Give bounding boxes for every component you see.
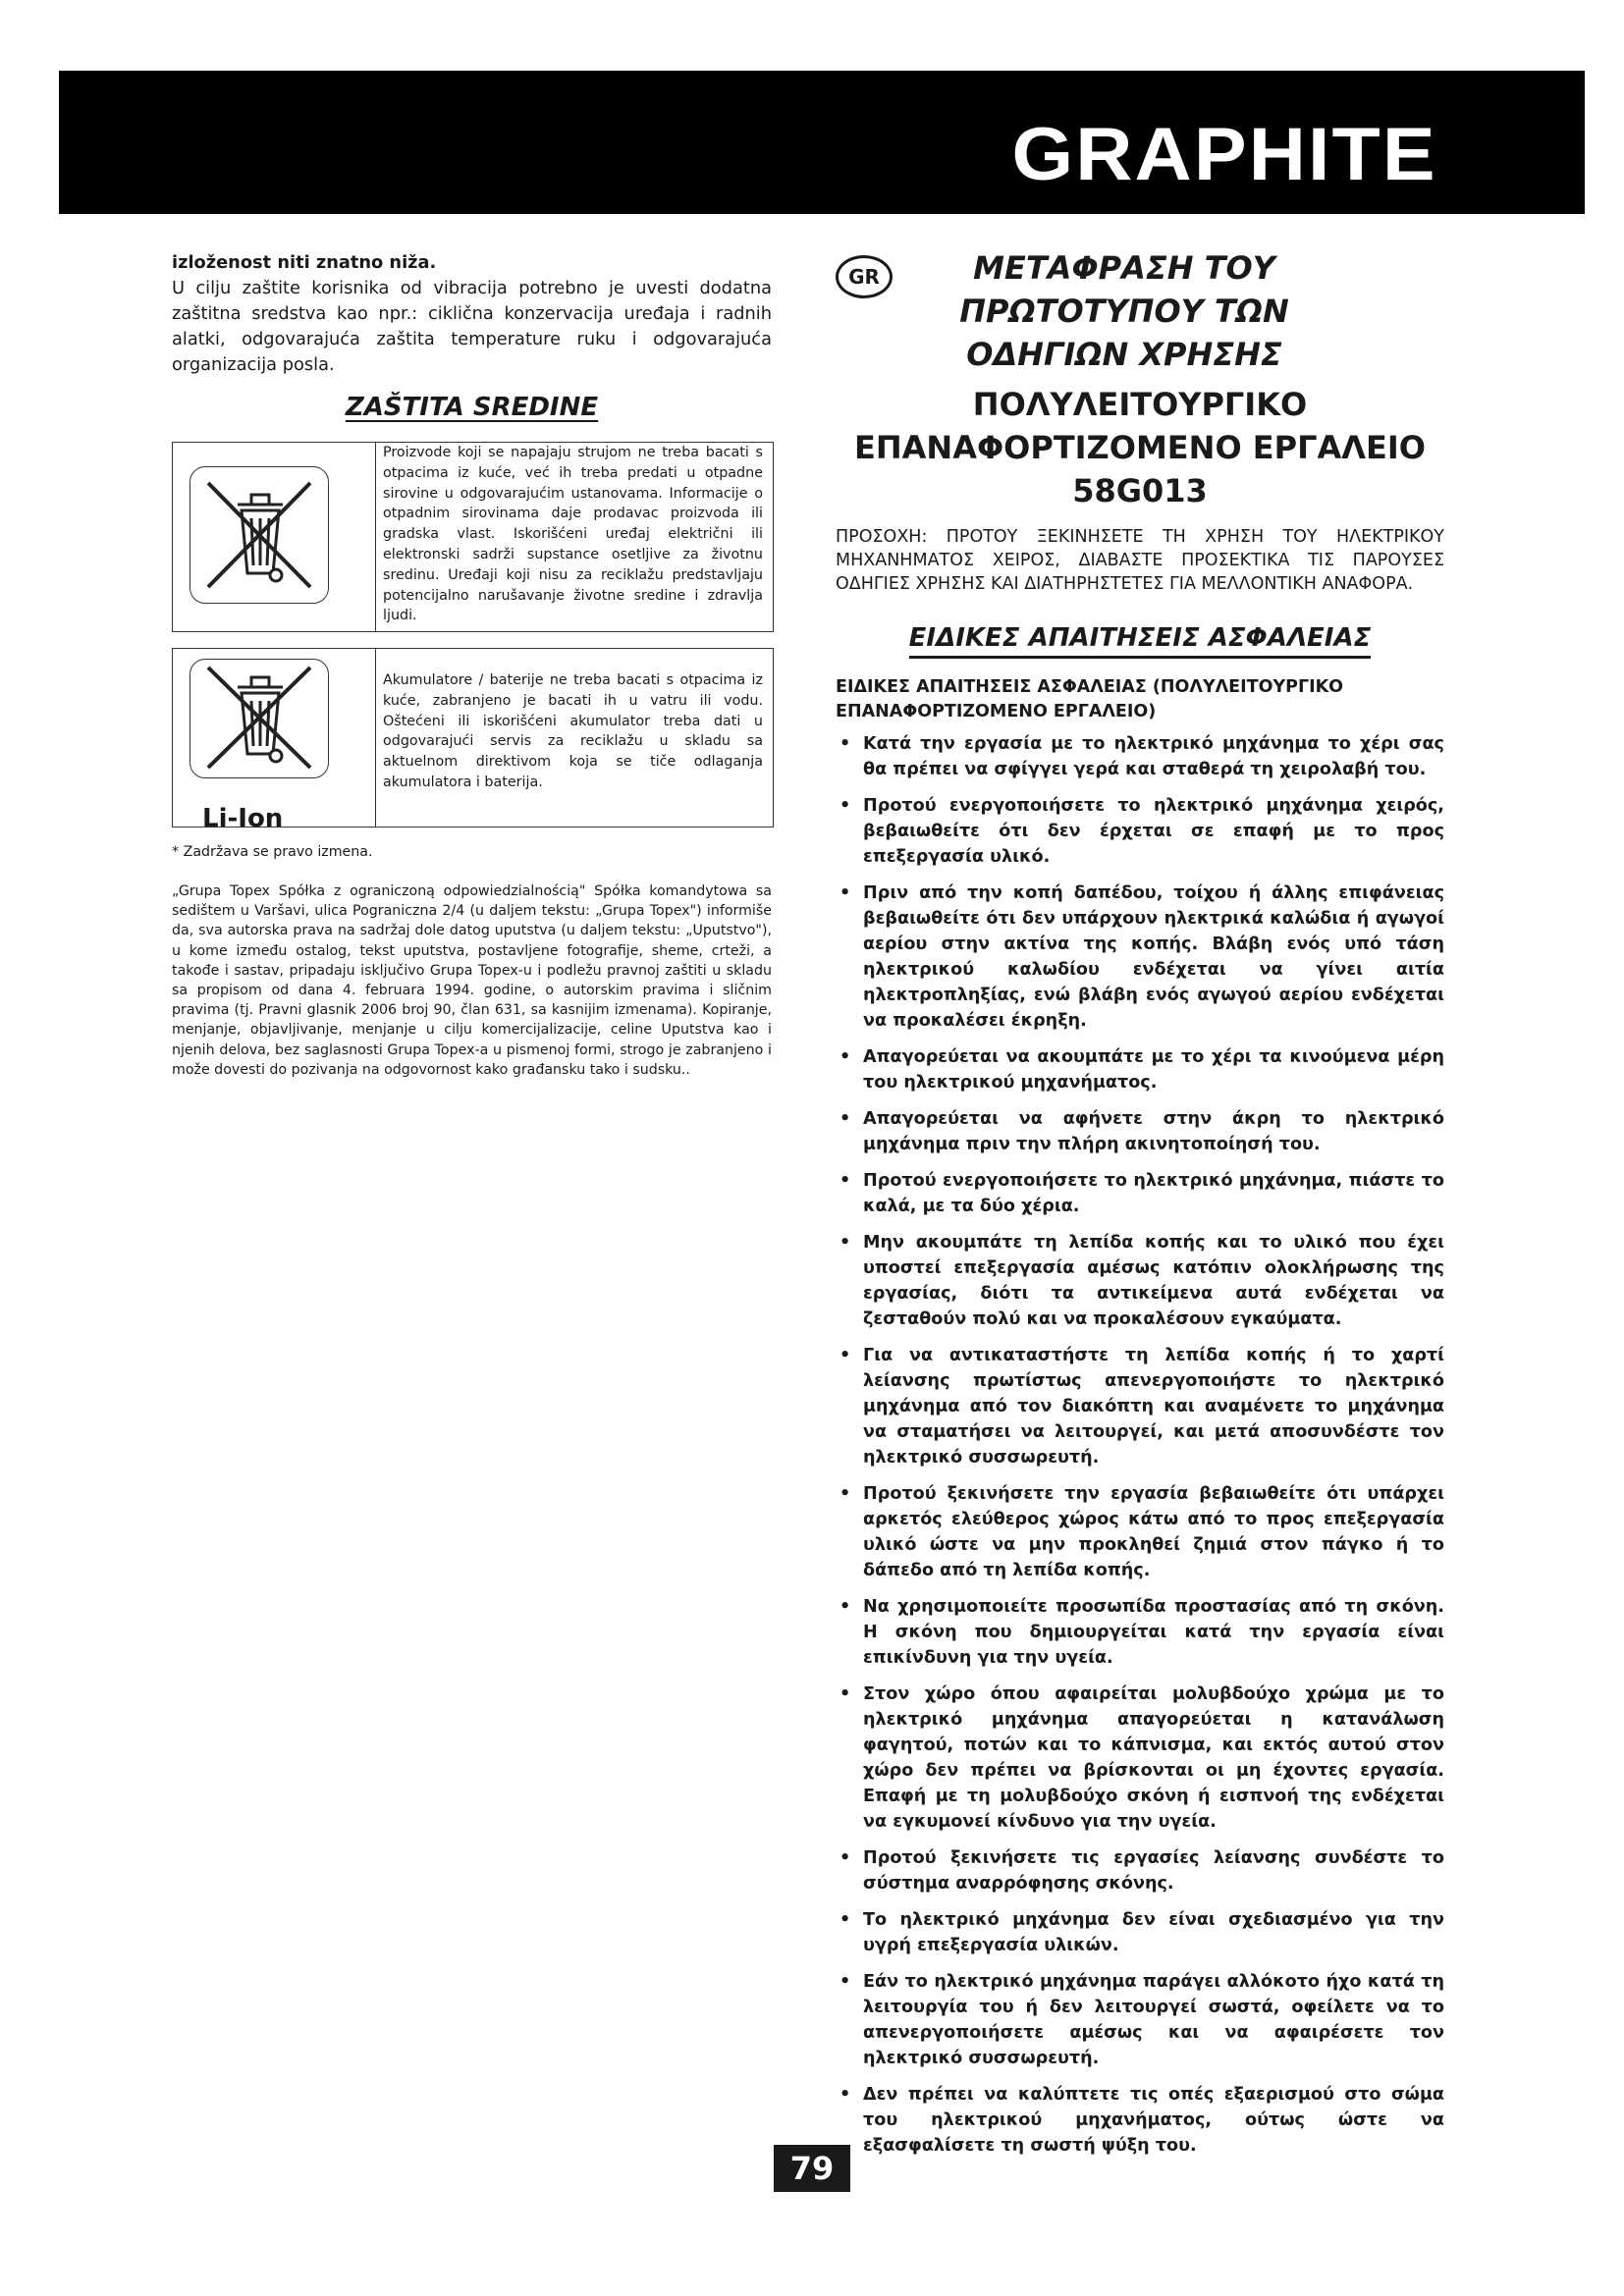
- list-item: • Απαγορεύεται να ακουμπάτε με το χέρι τα κινούμενα μέρη του ηλεκτρικού μηχανήματος.: [836, 1044, 1444, 1095]
- left-column: [172, 250, 772, 378]
- list-item: • Το ηλεκτρικό μηχάνημα δεν είναι σχεδιασμένο για την υγρή επεξεργασία υλικών.: [836, 1907, 1444, 1958]
- list-item: • Να χρησιμοποιείτε προσωπίδα προστασίας από τη σκόνη. Η σκόνη που δημιουργείται κατά την εργασία είναι επικίνδυνη για την υγεία.: [836, 1594, 1444, 1671]
- page-number: 79: [774, 2145, 850, 2192]
- list-item: • Εάν το ηλεκτρικό μηχάνημα παράγει αλλόκοτο ήχο κατά τη λειτουργία του ή δεν λειτουργεί σωστά, οφείλετε να το απενεργοποιήσετε αμέσως και να αφαιρέσετε τον ηλεκτρικό συσσωρευτή.: [836, 1969, 1444, 2071]
- li-ion-label: Li-Ion: [202, 804, 284, 833]
- safety-section-title-text: ΕΙΔΙΚΕΣ ΑΠΑΙΤΗΣΕΙΣ ΑΣΦΑΛΕΙΑΣ: [909, 623, 1372, 659]
- disposal-text-battery: Akumulatore / baterije ne treba bacati s otpacima iz kuće, zabranjeno je bacati ih u vatru ili vodu. Oštećeni ili iskorišćeni akumulator treba dati u odgovarajući servis za reciklažu u skladu sa aktuelnom direktivom koja se tiče odlaganja akumulatora i baterija.: [383, 672, 763, 790]
- safety-subheading: ΕΙΔΙΚΕΣ ΑΠΑΙΤΗΣΕΙΣ ΑΣΦΑΛΕΙΑΣ (ΠΟΛΥΛΕΙΤΟΥΡΓΙΚΟ ΕΠΑΝΑΦΟΡΤΙΖΟΜΕΝΟ ΕΡΓΑΛΕΙΟ): [836, 677, 1344, 721]
- header-bar: [59, 71, 1585, 214]
- intro-text: U cilju zaštite korisnika od vibracija potrebno je uvesti dodatna zaštitna sredstva kao npr.: ciklična konzervacija uređaja i radnih alatki, odgovarajuća zaštita temperature ruku i odgovarajuća organizacija posla.: [172, 278, 772, 375]
- list-item: • Απαγορεύεται να αφήνετε στην άκρη το ηλεκτρικό μηχάνημα πριν την πλήρη ακινητοποίησή του.: [836, 1106, 1444, 1157]
- product-line-2: ΕΠΑΝΑΦΟΡΤΙΖΟΜΕΝΟ ΕΡΓΑΛΕΙΟ: [854, 429, 1426, 466]
- box-divider: [375, 443, 376, 631]
- crossed-bin-icon: [189, 466, 329, 604]
- list-item: • Προτού ενεργοποιήσετε το ηλεκτρικό μηχάνημα, πιάστε το καλά, με τα δύο χέρια.: [836, 1168, 1444, 1219]
- intro-bold: izloženost niti znatno niža.: [172, 252, 437, 273]
- crossed-bin-battery-icon: [189, 659, 329, 778]
- list-item: • Κατά την εργασία με το ηλεκτρικό μηχάνημα το χέρι σας θα πρέπει να σφίγγει γερά και σταθερά τη χειρολαβή του.: [836, 731, 1444, 782]
- list-item: • Δεν πρέπει να καλύπτετε τις οπές εξαερισμού στο σώμα του ηλεκτρικού μηχανήματος, ούτως ώστε να εξασφαλίσετε τη σωστή ψύξη του.: [836, 2082, 1444, 2159]
- footnote: * Zadržava se pravo izmena.: [172, 844, 373, 860]
- list-item: • Μην ακουμπάτε τη λεπίδα κοπής και το υλικό που έχει υποστεί επεξεργασία αμέσως κατόπιν ολοκλήρωσης της εργασίας, διότι τα αντικείμενα αυτά ενδέχεται να ζεσταθούν πολύ και να προκαλέσουν εγκαύματα.: [836, 1230, 1444, 1332]
- warning-text: ΠΡΟΣΟΧΗ: ΠΡΟΤΟΥ ΞΕΚΙΝΗΣΕΤΕ ΤΗ ΧΡΗΣΗ ΤΟΥ ΗΛΕΚΤΡΙΚΟΥ ΜΗΧΑΝΗΜΑΤΟΣ ΧΕΙΡΟΣ, ΔΙΑΒΑΣΤΕ ΠΡΟΣΕΚΤΙΚΑ ΤΙΣ ΠΑΡΟΥΣΕΣ ΟΔΗΓΙΕΣ ΧΡΗΣΗΣ ΚΑΙ ΔΙΑΤΗΡΗΣΤΕΤΕΣ ΓΙΑ ΜΕΛΛΟΝΤΙΚΗ ΑΝΑΦΟΡΑ.: [836, 527, 1444, 594]
- list-item: • Προτού ξεκινήσετε την εργασία βεβαιωθείτε ότι υπάρχει αρκετός ελεύθερος χώρος κάτω από το προς επεξεργασία υλικό ώστε να μην προκληθεί ζημιά στον πάγκο ή το δάπεδο από τη λεπίδα κοπής.: [836, 1481, 1444, 1583]
- product-line-1: ΠΟΛΥΛΕΙΤΟΥΡΓΙΚΟ: [972, 386, 1308, 423]
- list-item: • Προτού ενεργοποιήσετε το ηλεκτρικό μηχάνημα χειρός, βεβαιωθείτε ότι δεν έρχεται σε επαφή με το προς επεξεργασία υλικό.: [836, 793, 1444, 870]
- disposal-box-electrical: [172, 442, 774, 632]
- brand-logo: GRAPHITE: [1011, 113, 1437, 196]
- list-item: • Προτού ξεκινήσετε τις εργασίες λείανσης συνδέστε το σύστημα αναρρόφησης σκόνης.: [836, 1845, 1444, 1896]
- list-item: • Στον χώρο όπου αφαιρείται μολυβδούχο χρώμα με το ηλεκτρικό μηχάνημα απαγορεύεται η κατανάλωση φαγητού, ποτών και το κάπνισμα, και εκτός αυτού στον χώρο δεν πρέπει να βρίσκονται οι μη έχοντες εργασία. Επαφή με τη μολυβδούχο σκόνη ή εισπνοή της ενδέχεται να εγκυμονεί κίνδυνο για την υγεία.: [836, 1682, 1444, 1835]
- box-divider: [375, 649, 376, 827]
- language-badge: GR: [836, 255, 893, 298]
- copyright-notice: „Grupa Topex Spółka z ograniczoną odpowiedzialnością" Spółka komandytowa sa sedištem u Varšavi, ulica Pograniczna 2/4 (u daljem tekstu: „Grupa Topex") informiše da, sva autorska prava na sadržaj dole datog uputstva (u daljem tekstu: „Uputstvo"), u kome između ostalog, tekst uputstva, postavljene fotografije, sheme, crteži, a takođe i sastav, pripadaju isključivo Grupa Topex-u i podležu pravnoj zaštiti u skladu sa propisom od dana 4. februara 1994. godine, o autorskim pravima i sličnim pravima (tj. Pravni glasnik 2006 broj 90, član 631, sa kasnijim izmenama). Kopiranje, menjanje, objavljivanje, menjanje u cilju komercijalizacije, celine Uputstva kao i njenih delova, bez saglasnosti Grupa Topex-a u pismenoj formi, strogo je zabranjeno i može dovesti do pozivanja na odgovornost kako građansku tako i sudsku..: [172, 883, 772, 1078]
- product-title: [836, 383, 1444, 512]
- environment-section-title: ZAŠTITA SREDINE: [345, 393, 599, 422]
- disposal-box-battery: [172, 648, 774, 833]
- list-item: • Για να αντικαταστήστε τη λεπίδα κοπής ή το χαρτί λείανσης πρωτίστως απενεργοποιήστε το ηλεκτρικό μηχάνημα από τον διακόπτη και αναμένετε το μηχάνημα να σταματήσει να λειτουργεί, και μετά αποσυνδέστε τον ηλεκτρικό συσσωρευτή.: [836, 1343, 1444, 1470]
- list-item: • Πριν από την κοπή δαπέδου, τοίχου ή άλλης επιφάνειας βεβαιωθείτε ότι δεν υπάρχουν ηλεκτρικά καλώδια ή αγωγοί αερίου στην ακτίνα της κοπής. Βλάβη ενός υπό τάση ηλεκτρικού καλωδίου ενδέχεται να γίνει αιτία ηλεκτροπληξίας, ενώ βλάβη ενός αγωγού αερίου ενδέχεται να προκαλέσει έκρηξη.: [836, 881, 1444, 1034]
- intro-paragraph: [172, 250, 772, 378]
- product-model: 58G013: [1072, 472, 1208, 509]
- disposal-text-electrical: Proizvode koji se napajaju strujom ne treba bacati s otpacima iz kuće, već ih treba predati u otpadne sirovine u odgovarajućim ustanovama. Informacije o otpadnim sirovinama daje prodavac proizvoda ili gradska vlast. Iskorišćeni uređaj električni ili elektronski sadrži supstance osetljive za životnu sredinu. Uređaji koji nisu za reciklažu predstavljaju potencijalno narušavanje životne sredine i zdravlja ljudi.: [383, 445, 763, 624]
- translation-title: ΜΕΤΑΦΡΑΣΗ ΤΟΥ ΠΡΩΤΟΤΥΠΟΥ ΤΩΝ ΟΔΗΓΙΩΝ ΧΡΗΣΗΣ: [959, 249, 1289, 373]
- safety-section-title: [836, 623, 1444, 653]
- safety-bullet-list: [836, 731, 1444, 2169]
